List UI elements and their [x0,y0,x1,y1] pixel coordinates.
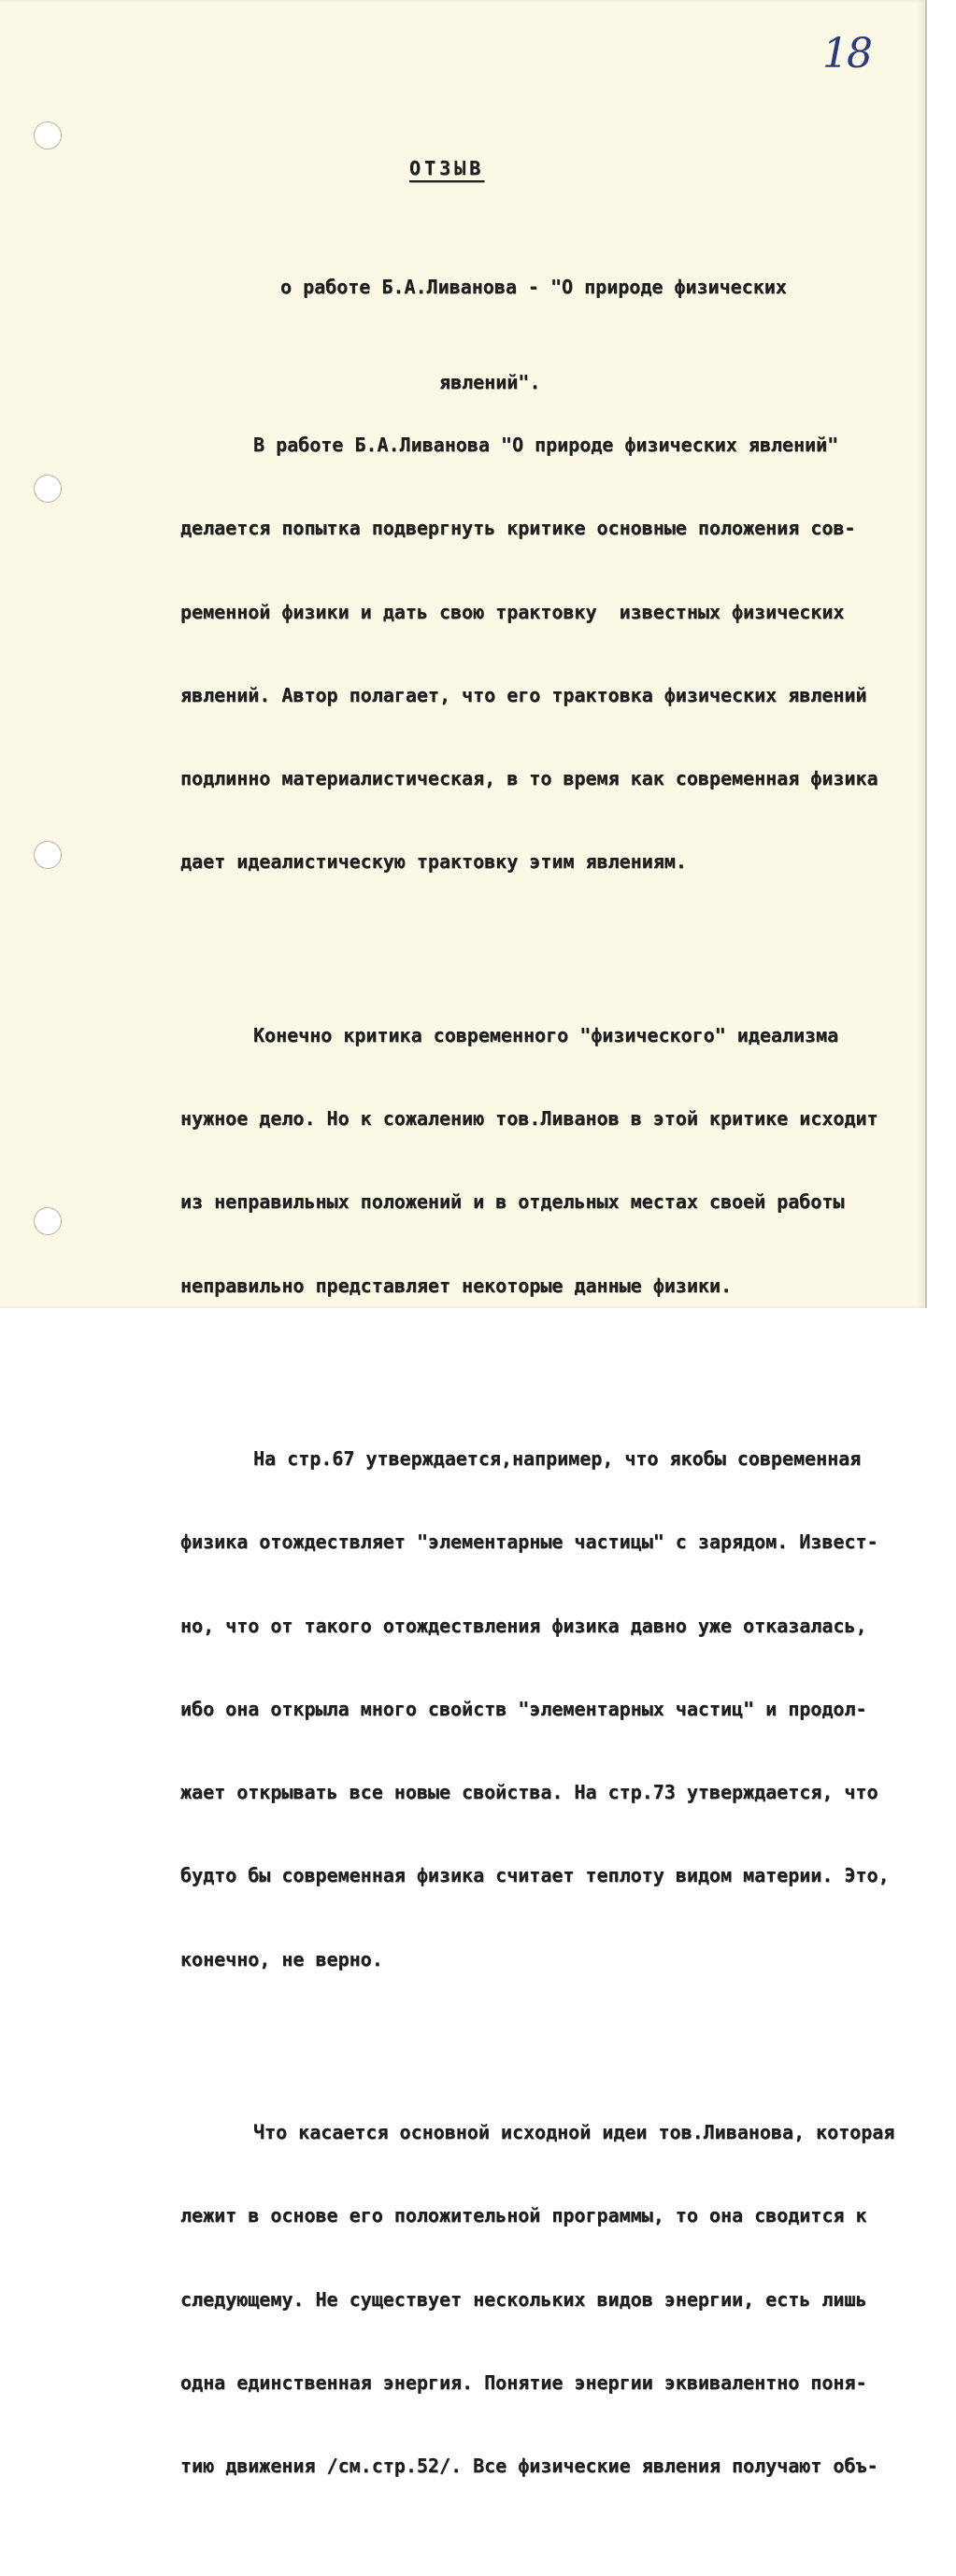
paragraph-4 [180,2069,909,2530]
text-line: дает идеалистическую трактовку этим явлениям. [180,850,687,874]
text-line: тию движения /см.стр.52/. Все физические явления получают объ- [180,2455,878,2478]
text-line: В работе Б.А.Ливанова "О природе физических явлений" [253,434,839,456]
text-line: Что касается основной исходной идеи тов.Ливанова, которая [253,2121,895,2144]
text-line: На стр.67 утверждается,например, что якобы современная [253,1446,862,1470]
text-line: следующему. Не существует нескольких видов энергии, есть лишь [180,2287,867,2311]
subtitle-line: явлений". [439,371,541,393]
text-line: жает открывать все новые свойства. На стр.73 утверждается, что [180,1781,878,1804]
document-body [180,336,909,2576]
text-line: одна единственная энергия. Понятие энергии эквивалентно поня- [180,2370,867,2394]
paragraph-1 [180,381,909,927]
text-line: но, что от такого отождествления физика давно уже отказалась, [180,1614,867,1637]
text-line: неправильно представляет некоторые данные физики. [180,1274,733,1297]
text-line: конечно, не верно. [180,1947,383,1971]
punch-hole-2 [34,475,62,503]
subtitle-line: о работе Б.А.Ливанова - "О природе физических [280,276,787,298]
text-line: Конечно критика современного "физического" идеализма [253,1023,839,1046]
text-line: подлинно материалистическая, в то время как современная физика [180,767,878,790]
scan-margin [927,0,956,1308]
text-line: лежит в основе его положительной программы, то она сводится к [180,2204,867,2227]
text-line: ременной физики и дать свою трактовку известных физических [180,600,845,623]
punch-hole-3 [34,841,62,869]
text-line: физика отождествляет "элементарные частицы" с зарядом. Извест- [180,1530,878,1554]
text-line: ибо она открыла много свойств "элементарных частиц" и продол- [180,1697,867,1720]
paragraph-3 [180,1395,909,2024]
paragraph-2 [180,972,909,1350]
document-title: ОТЗЫВ [409,157,485,179]
text-line: будто бы современная физика считает теплоту видом материи. Это, [180,1864,890,1887]
text-line: делается попытка подвергнуть критике основные положения сов- [180,517,856,540]
text-line: нужное дело. Но к сожалению тов.Ливанов в этой критике исходит [180,1107,878,1131]
punch-hole-1 [34,121,62,149]
text-line: из неправильных положений и в отдельных местах своей работы [180,1190,845,1214]
text-line: явлений. Автор полагает, что его трактовка физических явлений [180,683,867,706]
punch-hole-4 [34,1207,62,1235]
handwritten-page-number: 18 [822,30,871,78]
